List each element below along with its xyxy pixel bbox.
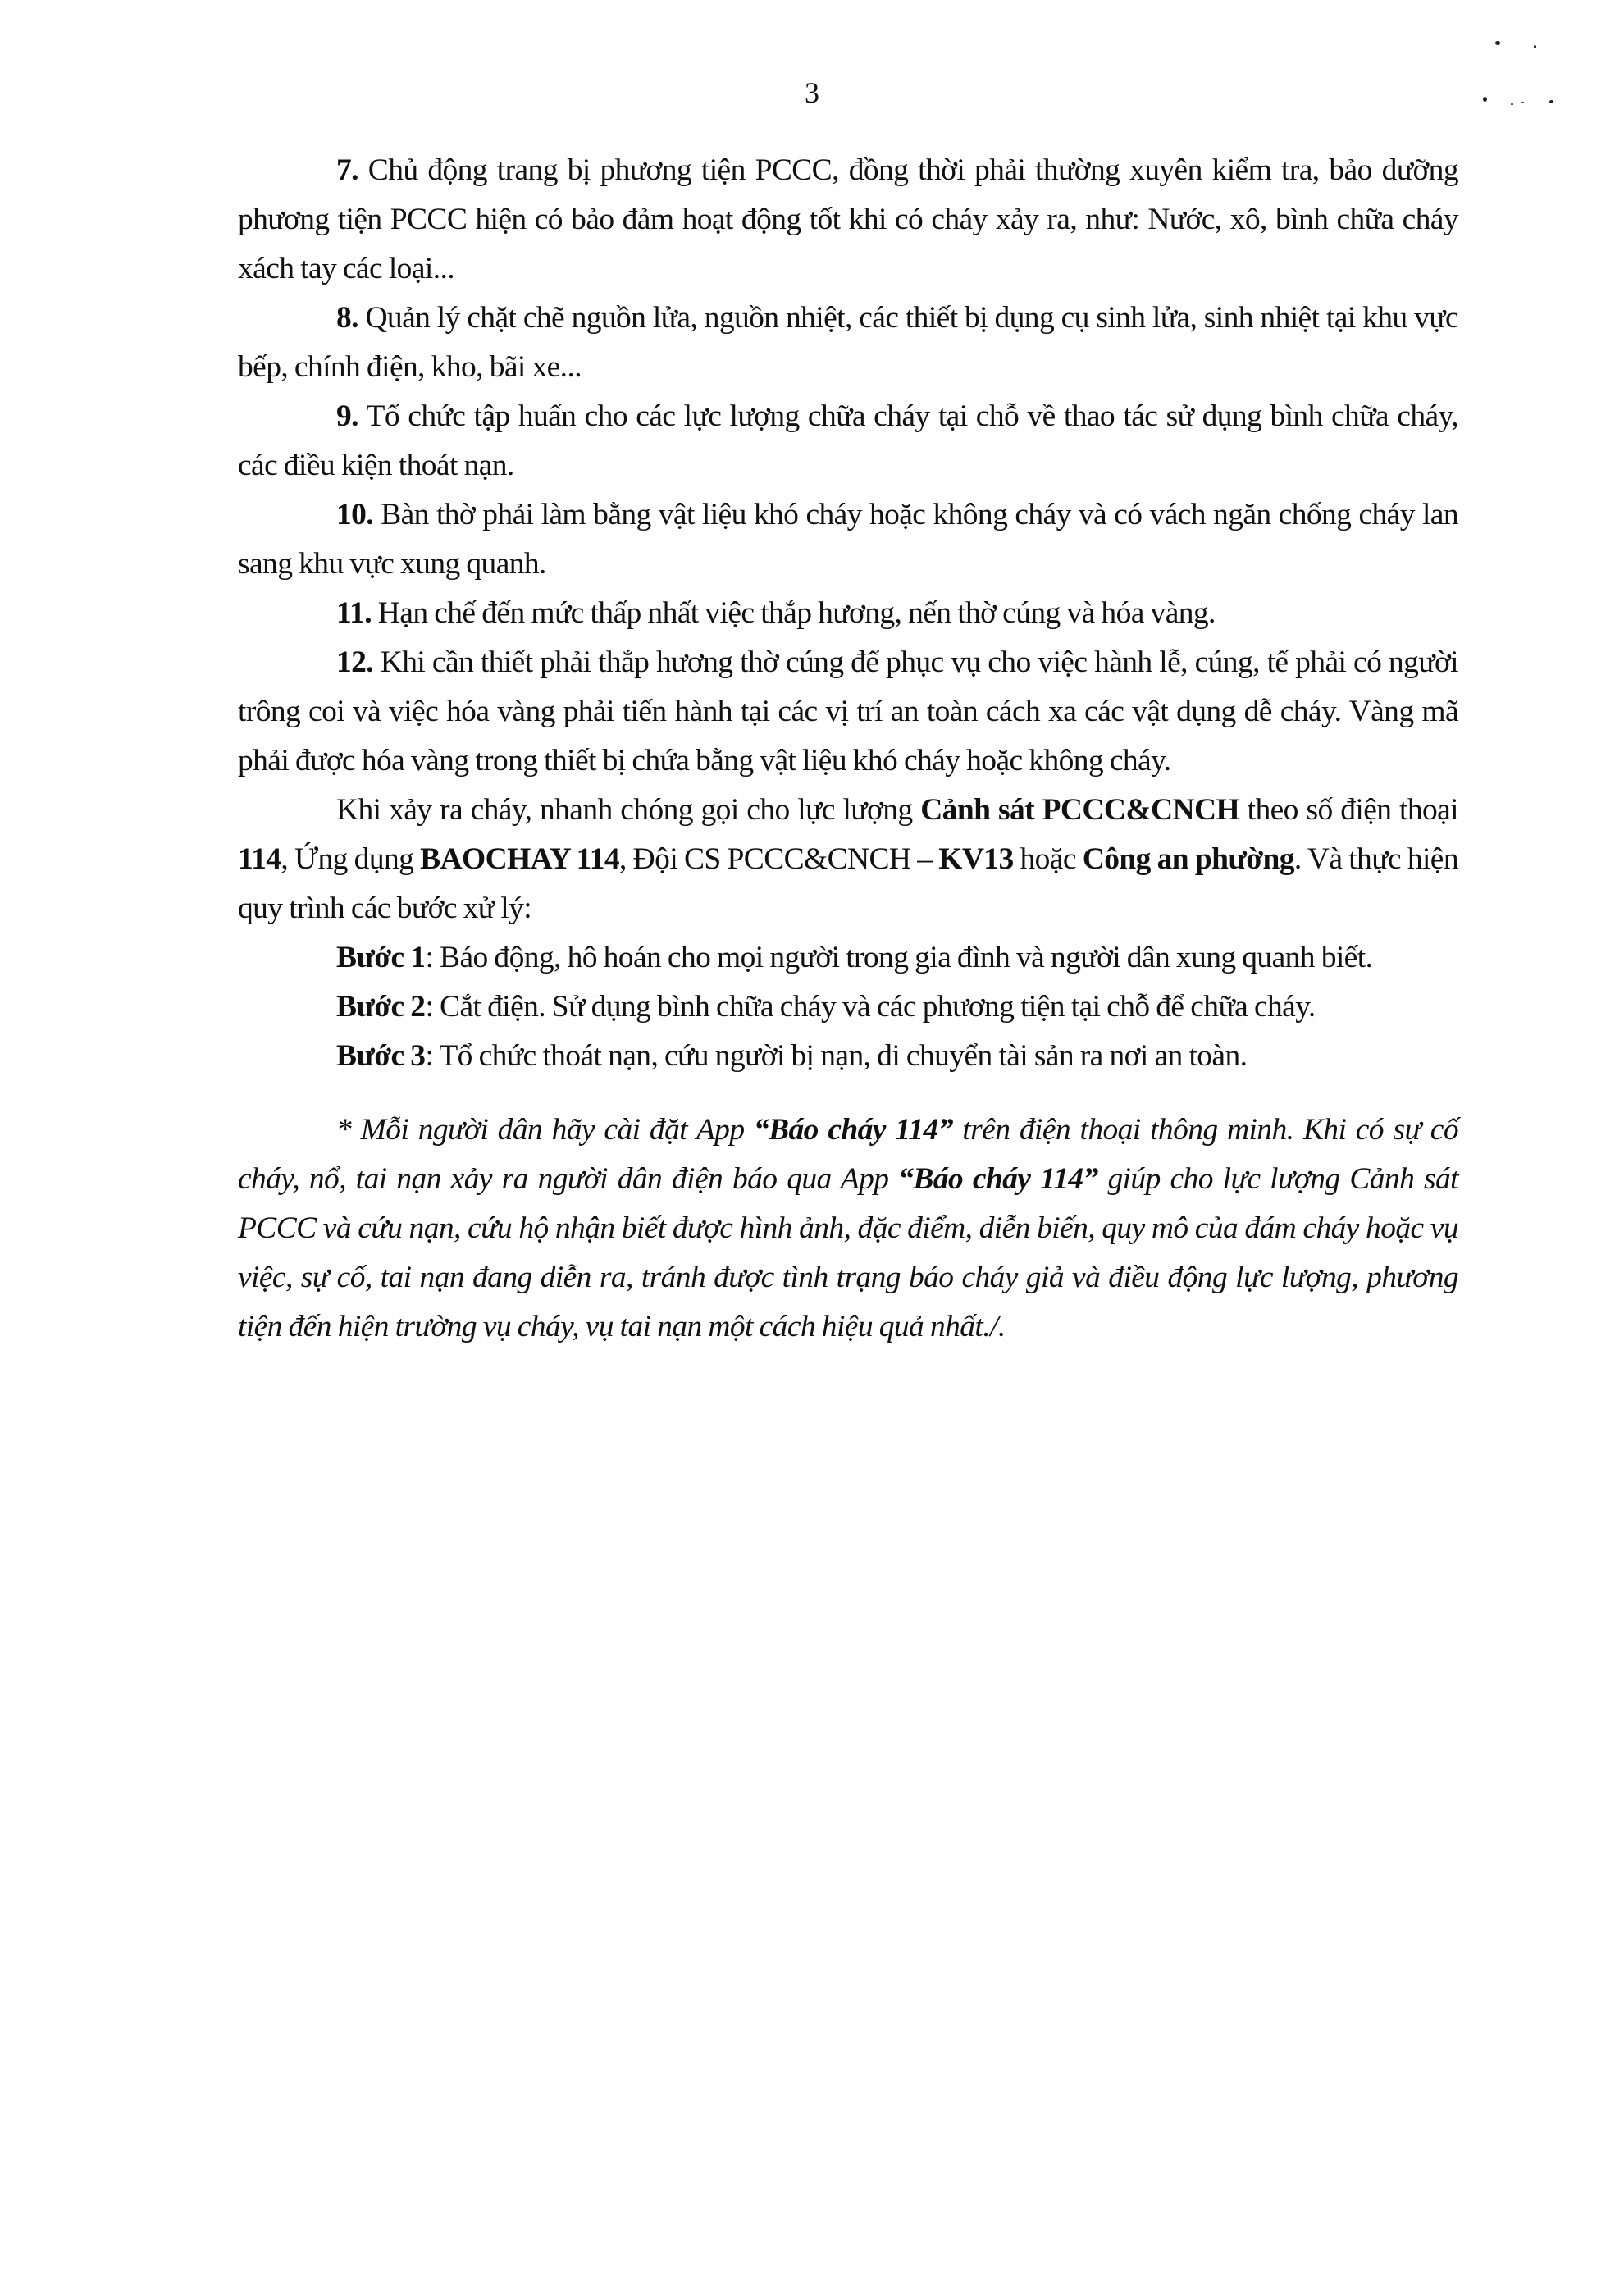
emergency-text: , Ứng dụng (281, 842, 421, 876)
emergency-paragraph (238, 786, 1458, 933)
item-number: 8. (336, 301, 358, 335)
item-number: 12. (336, 645, 374, 679)
scan-speck (1483, 97, 1487, 102)
list-item-9 (238, 392, 1458, 490)
item-text: Hạn chế đến mức thấp nhất việc thắp hương, nến thờ cúng và hóa vàng. (372, 596, 1216, 630)
step-1 (238, 933, 1458, 983)
step-text: : Cắt điện. Sử dụng bình chữa cháy và các phương tiện tại chỗ để chữa cháy. (425, 990, 1316, 1024)
emergency-text: . Và thực hiện quy trình các bước xử lý: (238, 842, 1458, 925)
ward-police: Công an phường (1082, 842, 1294, 876)
step-3 (238, 1032, 1458, 1081)
scan-speck (1495, 41, 1500, 45)
emergency-text: , Đội CS PCCC&CNCH – (619, 842, 939, 876)
hotline-number: 114 (238, 842, 281, 876)
scan-speck (1521, 102, 1524, 103)
scan-speck (1511, 103, 1513, 105)
document-body (238, 146, 1458, 1352)
item-text: Bàn thờ phải làm bằng vật liệu khó cháy hoặc không cháy và có vách ngăn chống cháy lan sang khu vực xung quanh. (238, 498, 1458, 581)
app-name: BAOCHAY 114 (420, 842, 620, 876)
step-text: : Tổ chức thoát nạn, cứu người bị nạn, di chuyển tài sản ra nơi an toàn. (425, 1039, 1248, 1073)
item-text: Quản lý chặt chẽ nguồn lửa, nguồn nhiệt, các thiết bị dụng cụ sinh lửa, sinh nhiệt tại khu vực bếp, chính điện, kho, bãi xe... (238, 301, 1458, 384)
item-text: Khi cần thiết phải thắp hương thờ cúng để phục vụ cho việc hành lễ, cúng, tế phải có người trông coi và việc hóa vàng phải tiến hành tại các vị trí an toàn cách xa các vật dụng dễ cháy. Vàng mã phải được hóa vàng trong thiết bị chứa bằng vật liệu khó cháy hoặc không cháy. (238, 645, 1458, 778)
list-item-7 (238, 146, 1458, 294)
scan-speck (1534, 45, 1536, 48)
emergency-text: hoặc (1013, 842, 1083, 876)
item-text: Tổ chức tập huấn cho các lực lượng chữa cháy tại chỗ về thao tác sử dụng bình chữa cháy, các điều kiện thoát nạn. (238, 399, 1458, 482)
app-name-quote: “Báo cháy 114” (753, 1113, 953, 1147)
list-item-12 (238, 638, 1458, 786)
emergency-text: Khi xảy ra cháy, nhanh chóng gọi cho lực lượng (336, 793, 921, 827)
fire-police-name: Cảnh sát PCCC&CNCH (920, 793, 1240, 827)
step-label: Bước 3 (336, 1039, 426, 1073)
area-code: KV13 (938, 842, 1014, 876)
page-number: 3 (805, 76, 819, 109)
app-name-quote: “Báo cháy 114” (898, 1162, 1098, 1196)
step-label: Bước 1 (336, 941, 426, 974)
item-number: 11. (336, 596, 372, 630)
emergency-text: theo số điện thoại (1239, 793, 1459, 827)
app-note (238, 1106, 1458, 1352)
step-label: Bước 2 (336, 990, 426, 1024)
list-item-11 (238, 589, 1458, 638)
item-number: 10. (336, 498, 374, 531)
item-number: 9. (336, 399, 358, 433)
note-text: trên điện thoại thông minh. Khi có sự cố cháy, nổ, tai nạn xảy ra người dân điện báo qua App (238, 1113, 1458, 1196)
step-text: : Báo động, hô hoán cho mọi người trong gia đình và người dân xung quanh biết. (425, 941, 1373, 974)
item-text: Chủ động trang bị phương tiện PCCC, đồng thời phải thường xuyên kiểm tra, bảo dưỡng phương tiện PCCC hiện có bảo đảm hoạt động tốt khi có cháy xảy ra, như: Nước, xô, bình chữa cháy xách tay các loại... (238, 153, 1458, 285)
scan-speck (1549, 100, 1553, 103)
note-text: giúp cho lực lượng Cảnh sát PCCC và cứu nạn, cứu hộ nhận biết được hình ảnh, đặc điểm, diễn biến, quy mô của đám cháy hoặc vụ việc, sự cố, tai nạn đang diễn ra, tránh được tình trạng báo cháy giả và điều động lực lượng, phương tiện đến hiện trường vụ cháy, vụ tai nạn một cách hiệu quả nhất./. (238, 1162, 1458, 1343)
list-item-8 (238, 294, 1458, 392)
step-2 (238, 983, 1458, 1032)
item-number: 7. (336, 153, 358, 187)
note-text: * Mỗi người dân hãy cài đặt App (336, 1113, 754, 1147)
list-item-10 (238, 490, 1458, 589)
